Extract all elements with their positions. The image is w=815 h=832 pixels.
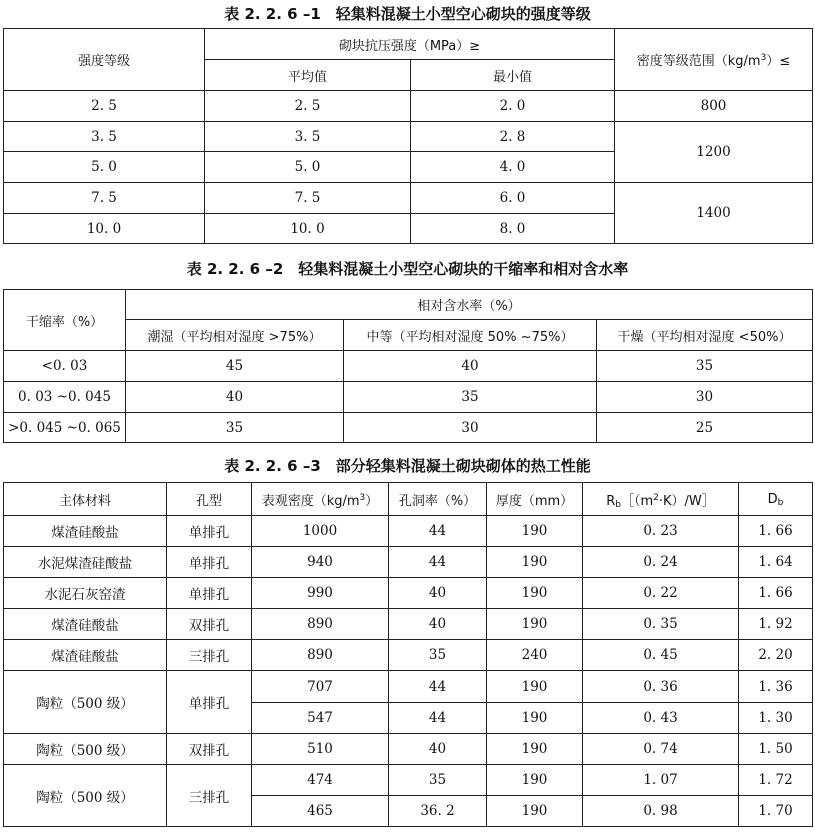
cell-minimum: 2. 8 bbox=[411, 122, 615, 152]
cell-db: 1. 36 bbox=[739, 671, 813, 703]
cell-wet: 45 bbox=[126, 351, 344, 382]
table-row bbox=[4, 413, 813, 443]
cell-material: 煤渣硅酸盐 bbox=[4, 640, 167, 671]
header-shrinkage: 干缩率（%） bbox=[4, 290, 126, 351]
cell-thickness: 190 bbox=[487, 609, 583, 640]
cell-hole: 双排孔 bbox=[167, 609, 252, 640]
cell-material: 水泥煤渣硅酸盐 bbox=[4, 547, 167, 578]
cell-density: 707 bbox=[252, 671, 389, 703]
header-rb: $R_b[(m^2\cdot K)/W]$ bbox=[583, 483, 739, 516]
cell-grade: 7. 5 bbox=[4, 183, 205, 214]
cell-db: 1. 64 bbox=[739, 547, 813, 578]
cell-average: 5. 0 bbox=[205, 152, 411, 183]
header-density: 表观密度$(kg/m^3)$ bbox=[252, 483, 389, 516]
header-moisture-group: 相对含水率（%） bbox=[126, 290, 813, 320]
cell-rb: 1. 07 bbox=[583, 765, 739, 796]
table-row bbox=[4, 578, 813, 609]
cell-porosity: 36. 2 bbox=[389, 796, 487, 827]
cell-average: 10. 0 bbox=[205, 214, 411, 244]
cell-shrinkage: >0. 045 ~0. 065 bbox=[4, 413, 126, 443]
cell-medium: 40 bbox=[344, 351, 597, 382]
cell-density: 890 bbox=[252, 640, 389, 671]
cell-hole: 双排孔 bbox=[167, 734, 252, 765]
cell-density: 1000 bbox=[252, 516, 389, 547]
header-grade: 强度等级 bbox=[4, 29, 205, 91]
cell-hole: 三排孔 bbox=[167, 640, 252, 671]
header-thickness: 厚度（mm） bbox=[487, 483, 583, 516]
header-medium: 中等（平均相对湿度 50% ~75%） bbox=[344, 320, 597, 351]
cell-density: 990 bbox=[252, 578, 389, 609]
cell-rb: 0. 98 bbox=[583, 796, 739, 827]
cell-db: 1. 92 bbox=[739, 609, 813, 640]
header-material: 主体材料 bbox=[4, 483, 167, 516]
cell-rb: 0. 23 bbox=[583, 516, 739, 547]
cell-hole: 单排孔 bbox=[167, 578, 252, 609]
cell-thickness: 190 bbox=[487, 578, 583, 609]
cell-thickness: 190 bbox=[487, 734, 583, 765]
table-row bbox=[4, 183, 813, 214]
table-row bbox=[4, 734, 813, 765]
cell-density: 510 bbox=[252, 734, 389, 765]
cell-hole: 三排孔 bbox=[167, 765, 252, 827]
cell-average: 3. 5 bbox=[205, 122, 411, 152]
cell-minimum: 6. 0 bbox=[411, 183, 615, 214]
header-minimum: 最小值 bbox=[411, 60, 615, 91]
cell-dry: 25 bbox=[597, 413, 813, 443]
header-density-range: 密度等级范围$(kg/m^3)\le$ bbox=[615, 29, 813, 91]
table-row bbox=[4, 516, 813, 547]
cell-db: 1. 66 bbox=[739, 578, 813, 609]
cell-medium: 30 bbox=[344, 413, 597, 443]
cell-db: 1. 66 bbox=[739, 516, 813, 547]
cell-thickness: 240 bbox=[487, 640, 583, 671]
cell-thickness: 190 bbox=[487, 703, 583, 734]
cell-material: 水泥石灰窑渣 bbox=[4, 578, 167, 609]
cell-porosity: 44 bbox=[389, 516, 487, 547]
table-row bbox=[4, 547, 813, 578]
cell-porosity: 44 bbox=[389, 671, 487, 703]
cell-rb: 0. 36 bbox=[583, 671, 739, 703]
cell-density: 465 bbox=[252, 796, 389, 827]
cell-grade: 3. 5 bbox=[4, 122, 205, 152]
cell-rb: 0. 74 bbox=[583, 734, 739, 765]
cell-medium: 35 bbox=[344, 382, 597, 413]
header-hole-type: 孔型 bbox=[167, 483, 252, 516]
cell-material: 陶粒（500 级） bbox=[4, 671, 167, 734]
cell-thickness: 190 bbox=[487, 547, 583, 578]
cell-porosity: 40 bbox=[389, 609, 487, 640]
cell-porosity: 35 bbox=[389, 765, 487, 796]
cell-porosity: 35 bbox=[389, 640, 487, 671]
cell-porosity: 44 bbox=[389, 547, 487, 578]
cell-wet: 40 bbox=[126, 382, 344, 413]
cell-thickness: 190 bbox=[487, 516, 583, 547]
cell-rb: 0. 45 bbox=[583, 640, 739, 671]
cell-density: 1400 bbox=[615, 183, 813, 244]
cell-rb: 0. 24 bbox=[583, 547, 739, 578]
header-average: 平均值 bbox=[205, 60, 411, 91]
table2-caption: 表 2. 2. 6 –2 轻集料混凝土小型空心砌块的干缩率和相对含水率 bbox=[186, 260, 629, 278]
cell-density: 940 bbox=[252, 547, 389, 578]
cell-minimum: 4. 0 bbox=[411, 152, 615, 183]
cell-db: 1. 50 bbox=[739, 734, 813, 765]
cell-wet: 35 bbox=[126, 413, 344, 443]
table-row bbox=[4, 122, 813, 152]
cell-rb: 0. 35 bbox=[583, 609, 739, 640]
cell-shrinkage: 0. 03 ~0. 045 bbox=[4, 382, 126, 413]
table1-caption: 表 2. 2. 6 –1 轻集料混凝土小型空心砌块的强度等级 bbox=[224, 5, 591, 23]
table-row bbox=[4, 640, 813, 671]
cell-density: 800 bbox=[615, 91, 813, 122]
header-porosity: 孔洞率（%） bbox=[389, 483, 487, 516]
cell-dry: 35 bbox=[597, 351, 813, 382]
cell-thickness: 190 bbox=[487, 796, 583, 827]
cell-minimum: 2. 0 bbox=[411, 91, 615, 122]
cell-material: 陶粒（500 级） bbox=[4, 734, 167, 765]
header-db: $D_b$ bbox=[739, 483, 813, 516]
table3-caption: 表 2. 2. 6 –3 部分轻集料混凝土砌块砌体的热工性能 bbox=[224, 457, 591, 475]
cell-grade: 10. 0 bbox=[4, 214, 205, 244]
cell-minimum: 8. 0 bbox=[411, 214, 615, 244]
cell-rb: 0. 22 bbox=[583, 578, 739, 609]
cell-porosity: 44 bbox=[389, 703, 487, 734]
header-wet: 潮湿（平均相对湿度 >75%） bbox=[126, 320, 344, 351]
shrinkage-moisture-table bbox=[3, 289, 813, 443]
table-row bbox=[4, 609, 813, 640]
cell-hole: 单排孔 bbox=[167, 547, 252, 578]
cell-porosity: 40 bbox=[389, 734, 487, 765]
cell-porosity: 40 bbox=[389, 578, 487, 609]
header-dry: 干燥（平均相对湿度 <50%） bbox=[597, 320, 813, 351]
cell-average: 2. 5 bbox=[205, 91, 411, 122]
cell-hole: 单排孔 bbox=[167, 516, 252, 547]
cell-density: 547 bbox=[252, 703, 389, 734]
cell-hole: 单排孔 bbox=[167, 671, 252, 734]
cell-density: 474 bbox=[252, 765, 389, 796]
cell-dry: 30 bbox=[597, 382, 813, 413]
thermal-performance-table bbox=[3, 482, 813, 827]
table-row bbox=[4, 91, 813, 122]
strength-grade-table bbox=[3, 28, 813, 244]
cell-db: 1. 72 bbox=[739, 765, 813, 796]
cell-shrinkage: <0. 03 bbox=[4, 351, 126, 382]
table-row bbox=[4, 351, 813, 382]
cell-density: 890 bbox=[252, 609, 389, 640]
cell-material: 煤渣硅酸盐 bbox=[4, 516, 167, 547]
cell-grade: 5. 0 bbox=[4, 152, 205, 183]
table-row bbox=[4, 765, 813, 796]
cell-thickness: 190 bbox=[487, 671, 583, 703]
cell-material: 陶粒（500 级） bbox=[4, 765, 167, 827]
cell-db: 2. 20 bbox=[739, 640, 813, 671]
cell-rb: 0. 43 bbox=[583, 703, 739, 734]
header-strength-group: 砌块抗压强度（MPa）≥ bbox=[205, 29, 615, 60]
table-row bbox=[4, 382, 813, 413]
cell-thickness: 190 bbox=[487, 765, 583, 796]
table-row bbox=[4, 671, 813, 703]
cell-db: 1. 70 bbox=[739, 796, 813, 827]
cell-grade: 2. 5 bbox=[4, 91, 205, 122]
cell-average: 7. 5 bbox=[205, 183, 411, 214]
cell-material: 煤渣硅酸盐 bbox=[4, 609, 167, 640]
cell-db: 1. 30 bbox=[739, 703, 813, 734]
cell-density: 1200 bbox=[615, 122, 813, 183]
